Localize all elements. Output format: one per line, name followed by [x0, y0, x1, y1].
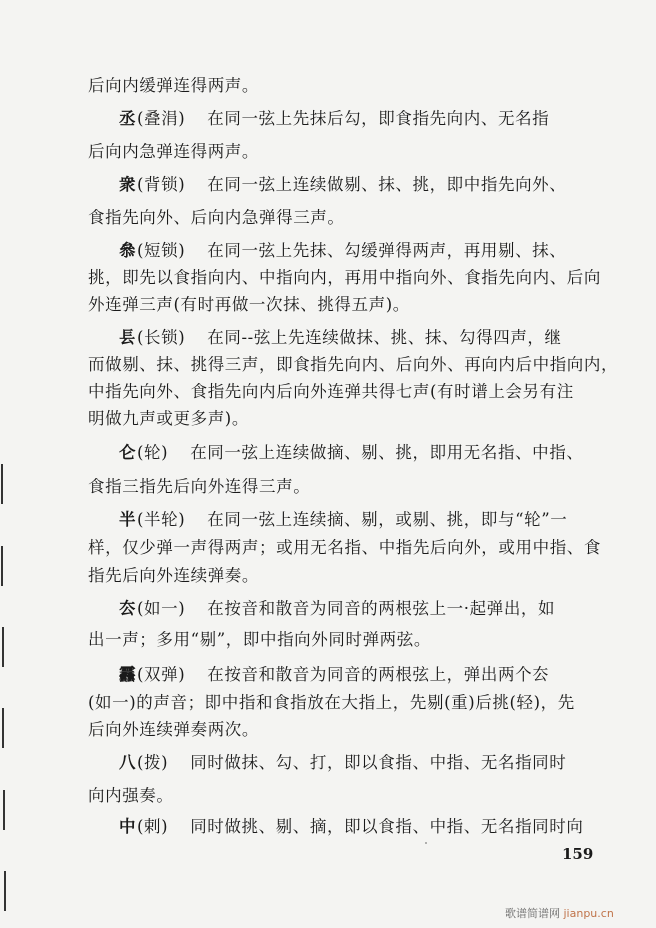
text-line [88, 693, 594, 713]
binding-mark [1, 546, 3, 586]
page-number: 159 [562, 845, 594, 863]
text-line [88, 76, 594, 96]
entry-term: (拨) [137, 753, 169, 772]
line-text: 样，仅少弹一声得两声；或用无名指、中指先后向外，或用中指、食 [88, 538, 601, 557]
watermark [505, 905, 614, 921]
notation-symbol: 中 [119, 817, 137, 836]
binding-mark [2, 627, 4, 667]
binding-mark [4, 871, 6, 911]
entry-text: 在同一弦上连续摘、剔，或剔、挑，即与“轮”一 [207, 510, 568, 529]
entry-die-juan [119, 109, 625, 129]
notation-symbol: 半 [119, 510, 137, 529]
entry-term: (背锁) [137, 175, 186, 194]
line-text: 后向外连续弹奏两次。 [88, 720, 259, 739]
notation-symbol: 䨺 [119, 665, 137, 684]
text-line [88, 208, 594, 228]
watermark-site-name: 歌谱简谱网 [505, 907, 560, 920]
line-text: 出一声；多用“剔”，即中指向外同时弹两弦。 [88, 630, 431, 649]
line-text: 后向内缓弹连得两声。 [88, 76, 259, 95]
text-line [88, 630, 594, 650]
entry-shuang-tan [119, 665, 625, 685]
notation-symbol: 镸 [119, 328, 137, 347]
entry-text: 在同一弦上先抹后勾，即食指先向内、无名指 [207, 109, 550, 128]
entry-text: 在同--弦上先连续做抹、挑、抹、勾得四声，继 [207, 328, 562, 347]
line-text: 明做九声或更多声)。 [88, 409, 249, 428]
text-line [88, 142, 594, 162]
text-line [88, 786, 594, 806]
watermark-url: jianpu.cn [563, 907, 614, 920]
entry-text: 同时做抹、勾、打，即以食指、中指、无名指同时 [190, 753, 567, 772]
notation-symbol: 厺 [119, 599, 137, 618]
text-line [88, 566, 594, 586]
entry-text: 同时做挑、剔、摘，即以食指、中指、无名指同时向 [190, 817, 584, 836]
entry-term: (短锁) [137, 241, 186, 260]
notation-symbol: 仑 [119, 443, 137, 462]
notation-symbol: 丞 [119, 109, 137, 128]
entry-term: (长锁) [137, 328, 186, 347]
text-line [88, 382, 594, 402]
line-text: 向内强奏。 [88, 786, 174, 805]
line-text: 食指三指先后向外连得三声。 [88, 477, 311, 496]
line-text: 后向内急弹连得两声。 [88, 142, 259, 161]
entry-ru-yi [119, 599, 625, 619]
entry-text: 在按音和散音为同音的两根弦上一·起弹出，如 [207, 599, 556, 618]
text-line [88, 268, 601, 288]
entry-bei-suo [119, 175, 625, 195]
entry-chang-suo [119, 328, 625, 348]
entry-term: (叠涓) [137, 109, 186, 128]
text-line [88, 720, 594, 740]
entry-lun [119, 443, 625, 463]
notation-symbol: 八 [119, 753, 137, 772]
binding-mark [2, 708, 4, 748]
scan-speck [425, 842, 427, 844]
entry-ban-lun [119, 510, 625, 530]
entry-term: (如一) [137, 599, 186, 618]
line-text: 外连弹三声(有时再做一次抹、挑得五声)。 [88, 295, 410, 314]
entry-term: (双弹) [137, 665, 186, 684]
line-text: 食指先向外、后向内急弹得三声。 [88, 208, 345, 227]
entry-text: 在同一弦上连续做摘、剔、挑，即用无名指、中指、 [190, 443, 584, 462]
entry-bo [119, 753, 625, 773]
entry-la [119, 817, 625, 837]
entry-duan-suo [119, 241, 625, 261]
text-line [88, 355, 619, 375]
entry-term: (半轮) [137, 510, 186, 529]
entry-text: 在同一弦上连续做剔、抹、挑，即中指先向外、 [207, 175, 567, 194]
entry-text: 在同一弦上先抹、勾缓弹得两声，再用剔、抹、 [207, 241, 567, 260]
notation-symbol: 衆 [119, 175, 137, 194]
text-line [88, 295, 594, 315]
line-text: (如一)的声音；即中指和食指放在大指上，先剔(重)后挑(轻)，先 [88, 693, 575, 712]
line-text: 而做剔、抹、挑得三声，即食指先向内、后向外、再向内后中指向内， [88, 355, 619, 374]
entry-text: 在按音和散音为同音的两根弦上，弹出两个厺 [207, 665, 550, 684]
line-text: 指先后向外连续弹奏。 [88, 566, 259, 585]
binding-mark [3, 790, 5, 830]
line-text: 中指先向外、食指先向内后向外连弹共得七声(有时谱上会另有注 [88, 382, 574, 401]
entry-term: (轮) [137, 443, 169, 462]
notation-symbol: 叅 [119, 241, 137, 260]
binding-mark [1, 464, 3, 504]
line-text: 挑，即先以食指向内、中指向内，再用中指向外、食指先向内、后向 [88, 268, 601, 287]
text-line [88, 538, 601, 558]
text-line [88, 477, 594, 497]
text-line [88, 409, 594, 429]
entry-term: (剌) [137, 817, 169, 836]
